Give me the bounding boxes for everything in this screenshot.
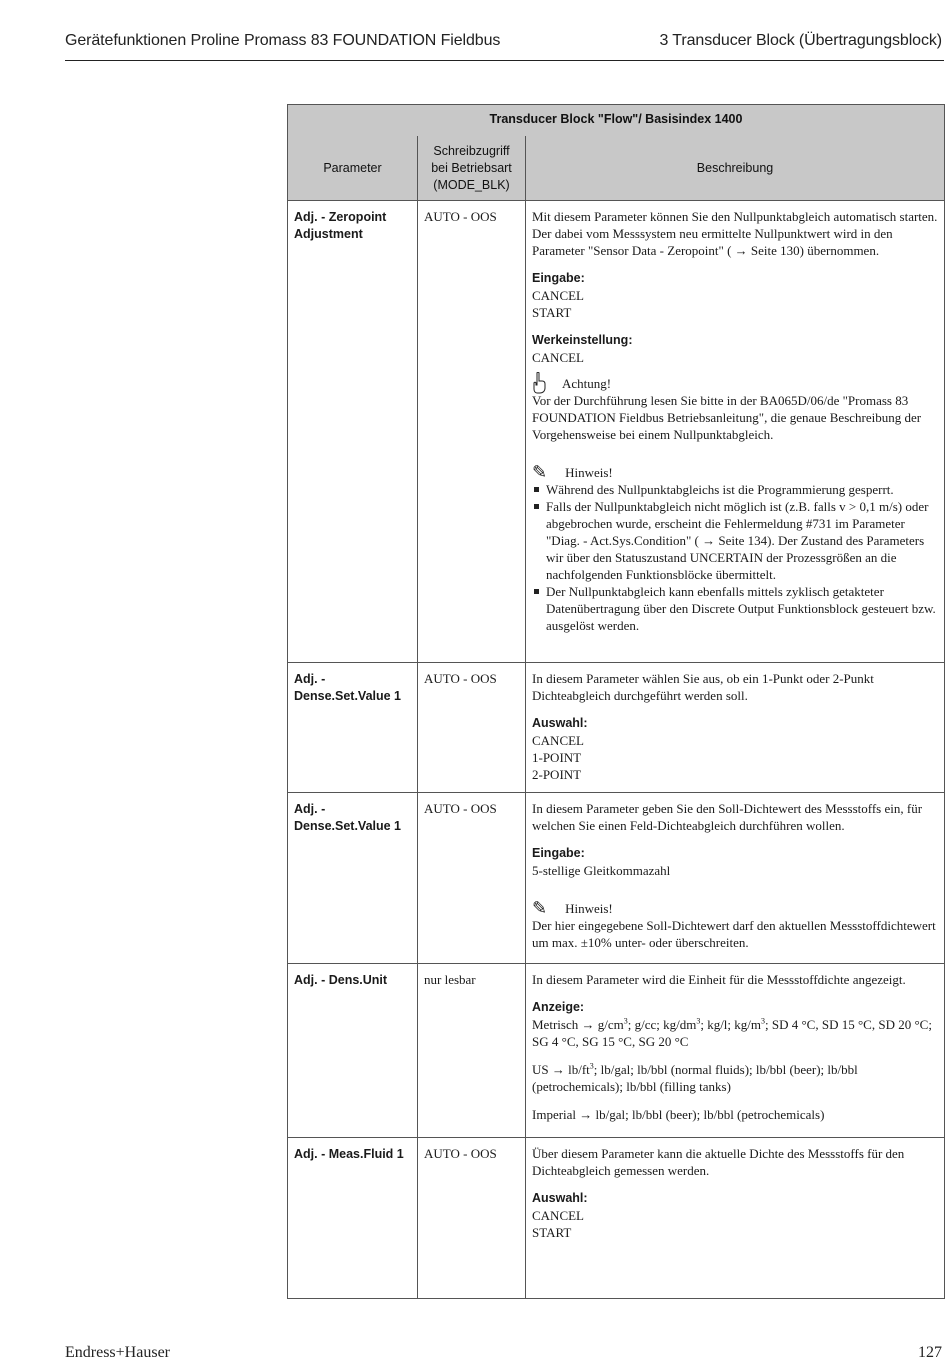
- header-rule: [65, 60, 944, 61]
- select-value: 2-POINT: [532, 767, 582, 782]
- table-row: [288, 964, 945, 1138]
- access-mode: AUTO - OOS: [418, 793, 526, 964]
- imperial-units: Imperial → lb/gal; lb/bbl (beer); lb/bbl (petrochemicals): [532, 1107, 825, 1122]
- access-mode: AUTO - OOS: [418, 1138, 526, 1299]
- parameter-name-line: Dense.Set.Value 1: [294, 689, 402, 703]
- column-header-parameter: Parameter: [288, 136, 418, 201]
- us-units: US → $lb/ft^3$; lb/gal; lb/bbl (normal fluids); lb/bbl (beer); lb/bbl (petrochemicals); lb/bbl (filling tanks): [532, 1061, 858, 1094]
- column-header-access-line: (MODE_BLK): [433, 177, 510, 192]
- table-row: [288, 201, 945, 663]
- column-header-access-line: Schreibzugriff: [433, 143, 510, 158]
- description-text: In diesem Parameter geben Sie den Soll-Dichtewert des Messstoffs ein, für welchen Sie einen Feld-Dichteabgleich durchführen wollen.: [532, 801, 923, 833]
- note-list: [532, 481, 938, 634]
- default-label: Werkeinstellung:: [532, 333, 633, 347]
- parameter-name: [288, 1138, 418, 1299]
- description-text: In diesem Parameter wird die Einheit für die Messstoffdichte angezeigt.: [532, 972, 906, 987]
- metric-units: Metrisch → $g/cm^3$; g/cc; $kg/dm^3$; kg/l; $kg/m^3$; SD 4 °C, SD 15 °C, SD 20 °C; SG 4 °C, SG 15 °C, SG 20 °C: [532, 1016, 932, 1049]
- description-text: In diesem Parameter wählen Sie aus, ob ein 1-Punkt oder 2-Punkt Dichteabgleich durchgeführt werden soll.: [532, 671, 874, 703]
- description-cell: [526, 1138, 945, 1299]
- column-header-access: [418, 136, 526, 201]
- transducer-block-table: [287, 104, 945, 1299]
- input-value: START: [532, 305, 572, 320]
- running-header-left: Gerätefunktionen Proline Promass 83 FOUNDATION Fieldbus: [65, 32, 501, 49]
- description-cell: [526, 793, 945, 964]
- pencil-note-icon: ✎: [532, 462, 548, 482]
- input-value: CANCEL: [532, 288, 584, 303]
- caution-title: Achtung!: [562, 376, 612, 391]
- running-header-right: 3 Transducer Block (Übertragungsblock): [659, 32, 942, 49]
- description-cell: [526, 964, 945, 1138]
- description-cell: [526, 201, 945, 663]
- input-value: 5-stellige Gleitkommazahl: [532, 863, 671, 878]
- pencil-note-icon: ✎: [532, 898, 548, 918]
- note-item: Der Nullpunktabgleich kann ebenfalls mittels zyklisch getakteter Datenübertragung über den Discrete Output Funktionsblock gesteuert bzw. ausgelöst werden.: [532, 583, 938, 634]
- note-text: Der hier eingegebene Soll-Dichtewert darf den aktuellen Messstoffdichtewert um max. ±10% unter- oder überschreiten.: [532, 918, 936, 950]
- note-item: Während des Nullpunktabgleichs ist die Programmierung gesperrt.: [532, 481, 938, 498]
- footer-brand: Endress+Hauser: [65, 1344, 170, 1361]
- parameter-name: [288, 793, 418, 964]
- note-title: Hinweis!: [565, 465, 613, 480]
- page-number: 127: [918, 1344, 942, 1361]
- default-value: CANCEL: [532, 350, 584, 365]
- parameter-name-line: Adj. - Meas.Fluid 1: [294, 1147, 404, 1161]
- select-value: START: [532, 1225, 572, 1240]
- table-row: [288, 663, 945, 793]
- select-value: 1-POINT: [532, 750, 582, 765]
- select-label: Auswahl:: [532, 716, 588, 730]
- parameter-name: [288, 663, 418, 793]
- note-item: Falls der Nullpunktabgleich nicht möglich ist (z.B. falls v > 0,1 m/s) oder abgebrochen wurde, erscheint die Fehlermeldung #731 im Parameter "Diag. - Act.Sys.Condition" ( → Seite 134). Der Zustand des Parameters wir über den Statuszustand UNCERTAIN der Prozessgrößen an die nachfolgenden Funktionsblöcke übermittelt.: [532, 498, 938, 583]
- display-label: Anzeige:: [532, 1000, 585, 1014]
- access-mode: AUTO - OOS: [418, 663, 526, 793]
- note-heading: [532, 899, 938, 917]
- caution-text: Vor der Durchführung lesen Sie bitte in der BA065D/06/de "Promass 83 FOUNDATION Fieldbus Betriebsanleitung", die genaue Beschreibung der Vorgehensweise bei einem Nullpunktabgleich.: [532, 393, 922, 442]
- table-row: [288, 1138, 945, 1299]
- select-label: Auswahl:: [532, 1191, 588, 1205]
- description-cell: [526, 663, 945, 793]
- parameter-name-line: Adj. -: [294, 672, 326, 686]
- pointing-hand-icon: [532, 372, 544, 392]
- parameter-name-line: Dense.Set.Value 1: [294, 819, 402, 833]
- description-text: Mit diesem Parameter können Sie den Nullpunktabgleich automatisch starten. Der dabei vom Messsystem neu ermittelte Nullpunktwert wird in den Parameter "Sensor Data - Zeropoint" ( → Seite 130) übernommen.: [532, 209, 938, 258]
- parameter-name: [288, 964, 418, 1138]
- column-header-description: Beschreibung: [526, 136, 945, 201]
- select-value: CANCEL: [532, 1208, 584, 1223]
- access-mode: AUTO - OOS: [418, 201, 526, 663]
- parameter-name: [288, 201, 418, 663]
- parameter-name-line: Adj. - Zeropoint: [294, 210, 387, 224]
- caution-heading: [532, 372, 938, 392]
- column-header-access-line: bei Betriebsart: [431, 160, 512, 175]
- table-title: Transducer Block "Flow"/ Basisindex 1400: [288, 105, 945, 137]
- parameter-name-line: Adj. - Dens.Unit: [294, 973, 388, 987]
- table-column-header: [288, 136, 945, 201]
- access-mode: nur lesbar: [418, 964, 526, 1138]
- note-heading: [532, 463, 938, 481]
- parameter-name-line: Adjustment: [294, 227, 363, 241]
- parameter-name-line: Adj. -: [294, 802, 326, 816]
- select-value: CANCEL: [532, 733, 584, 748]
- description-text: Über diesem Parameter kann die aktuelle Dichte des Messstoffs für den Dichteabgleich gemessen werden.: [532, 1146, 905, 1178]
- input-label: Eingabe:: [532, 846, 585, 860]
- note-title: Hinweis!: [565, 901, 613, 916]
- input-label: Eingabe:: [532, 271, 585, 285]
- table-row: [288, 793, 945, 964]
